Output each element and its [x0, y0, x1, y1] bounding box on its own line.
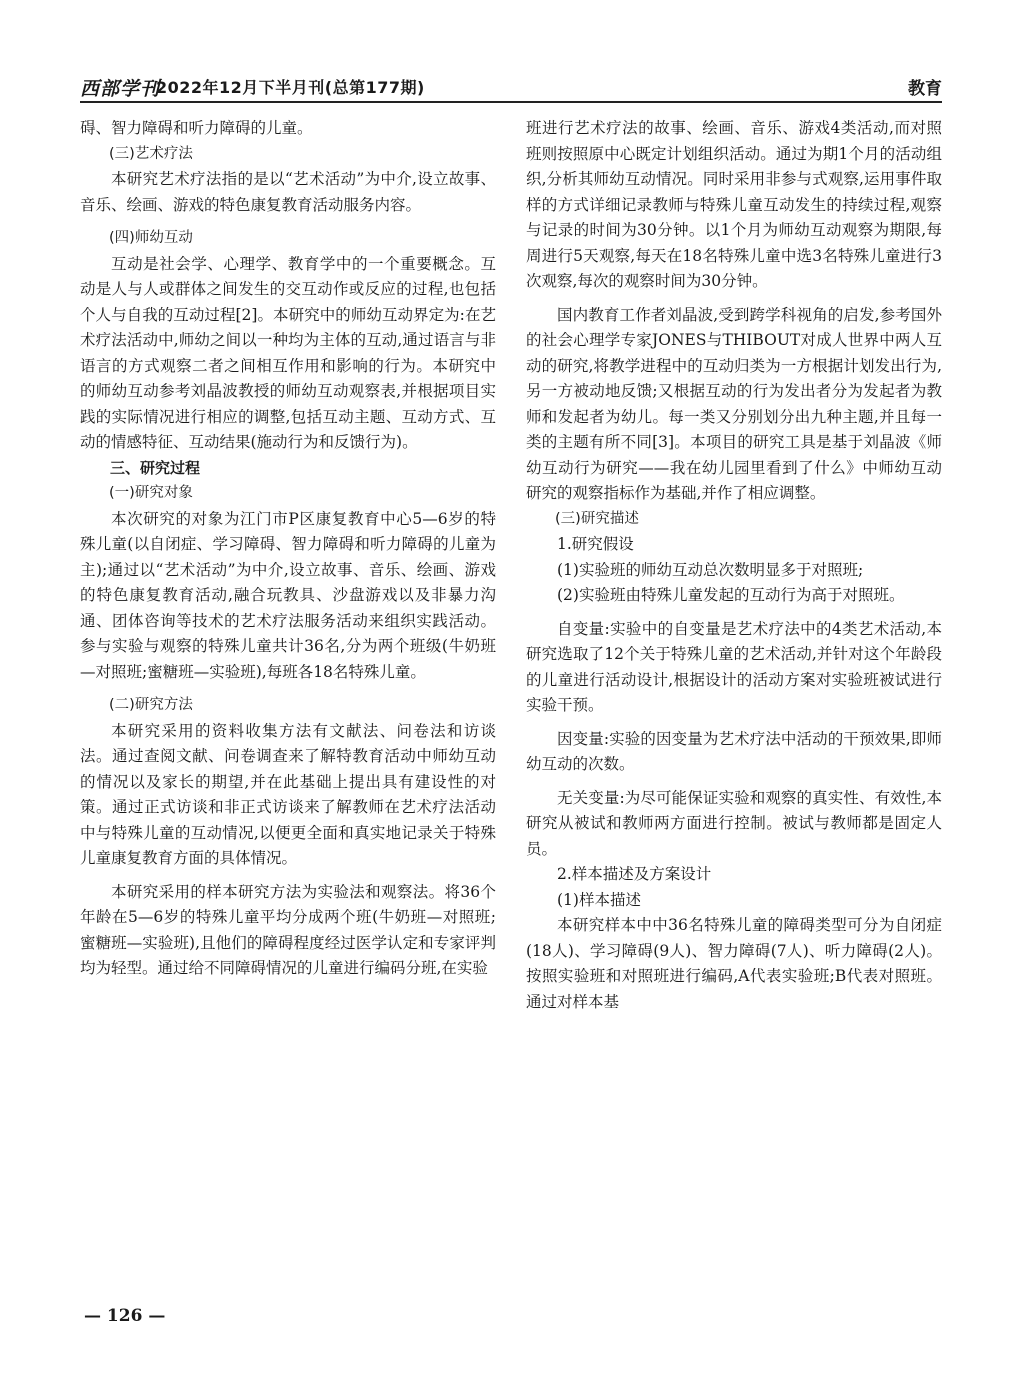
- subsection-heading: (三)研究描述: [555, 510, 639, 527]
- paragraph: 本研究采用的样本研究方法为实验法和观察法。将36个年龄在5—6岁的特殊儿童平均分成两个班(牛奶班—对照班;蜜糖班—实验班),且他们的障碍程度经过医学认定和专家评判均为轻型。通过给不同障碍情况的儿童进行编码分班,在实验: [80, 882, 496, 977]
- subsection-heading: (四)师幼互动: [109, 230, 193, 246]
- issue-info: 2022年12月下半月刊(总第177期): [156, 78, 425, 97]
- paragraph: 国内教育工作者刘晶波,受到跨学科视角的启发,参考国外的社会心理学专家JONES与THIBOUT对成人世界中两人互动的研究,将教学进程中的互动归类为一方根据计划发出行为,另一方被动地反馈;又根据互动的行为发出者分为发起者为教师和发起者为幼儿。每一类又分别划分出九种主题,并且每一类的主题有所不同[3]。本项目的研究工具是基于刘晶波《师幼互动行为研究——我在幼儿园里看到了什么》中师幼互动研究的观察指标作为基础,并作了相应调整。: [526, 305, 942, 502]
- paragraph: 碍、智力障碍和听力障碍的儿童。: [80, 119, 313, 137]
- paragraph: 本研究采用的资料收集方法有文献法、问卷法和访谈法。通过查阅文献、问卷调查来了解特教育活动中师幼互动的情况以及家长的期望,并在此基础上提出具有建设性的对策。通过正式访谈和非正式访谈来了解教师在艺术疗法活动中与特殊儿童的互动情况,以便更全面和真实地记录关于特殊儿童康复教育方面的具体情况。: [80, 721, 496, 867]
- header-rule: [80, 101, 942, 103]
- paragraph: 本次研究的对象为江门市P区康复教育中心5—6岁的特殊儿童(以自闭症、学习障碍、智力障碍和听力障碍的儿童为主);通过以“艺术活动”为中介,设立故事、音乐、绘画、游戏的特色康复教育活动,融合玩教具、沙盘游戏以及非暴力沟通、团体咨询等技术的艺术疗法服务活动来组织实践活动。参与实验与观察的特殊儿童共计36名,分为两个班级(牛奶班—对照班;蜜糖班—实验班),每班各18名特殊儿童。: [80, 509, 496, 681]
- section-name: 教育: [908, 79, 942, 99]
- left-column: [80, 116, 496, 982]
- paragraph: 本研究样本中中36名特殊儿童的障碍类型可分为自闭症(18人)、学习障碍(9人)、智力障碍(7人)、听力障碍(2人)。按照实验班和对照班进行编码,A代表实验班;B代表对照班。通过对样本基: [526, 916, 942, 1011]
- paragraph: 自变量:实验中的自变量是艺术疗法中的4类艺术活动,本研究选取了12个关于特殊儿童的艺术活动,并针对这个年龄段的儿童进行活动设计,根据设计的活动方案对实验班被试进行实验干预。: [526, 619, 942, 714]
- subsection-heading: (三)艺术疗法: [109, 145, 193, 162]
- paragraph: 班进行艺术疗法的故事、绘画、音乐、游戏4类活动,而对照班则按照原中心既定计划组织活动。通过为期1个月的活动组织,分析其师幼互动情况。同时采用非参与式观察,运用事件取样的方式详细记录教师与特殊儿童互动发生的持续过程,观察与记录的时间为30分钟。以1个月为师幼互动观察为期限,每周进行5天观察,每天在18名特殊儿童中选3名特殊儿童进行3次观察,每次的观察时间为30分钟。: [526, 119, 942, 290]
- section-heading: 三、研究过程: [110, 458, 201, 477]
- paragraph: 互动是社会学、心理学、教育学中的一个重要概念。互动是人与人或群体之间发生的交互动作或反应的过程,也包括个人与自我的互动过程[2]。本研究中的师幼互动界定为:在艺术疗法活动中,师幼之间以一种均为主体的互动,通过语言与非语言的方式观察二者之间相互作用和影响的行为。本研究中的师幼互动参考刘晶波教授的师幼互动观察表,并根据项目实践的实际情况进行相应的调整,包括互动主题、互动方式、互动的情感特征、互动结果(施动行为和反馈行为)。: [80, 254, 496, 451]
- subsection-heading: (二)研究方法: [109, 697, 193, 713]
- page-number: — 126 —: [84, 1306, 166, 1326]
- sub-subsection-heading: (1)样本描述: [557, 890, 641, 909]
- page-header: [80, 70, 942, 104]
- sub-subsection-heading: 1.研究假设: [557, 535, 634, 553]
- right-column: [526, 116, 942, 1015]
- paragraph: 本研究艺术疗法指的是以“艺术活动”为中介,设立故事、音乐、绘画、游戏的特色康复教育活动服务内容。: [80, 170, 496, 214]
- list-item: (1)实验班的师幼互动总次数明显多于对照班;: [557, 560, 864, 579]
- paragraph: 无关变量:为尽可能保证实验和观察的真实性、有效性,本研究从被试和教师两方面进行控制。被试与教师都是固定人员。: [526, 788, 942, 858]
- sub-subsection-heading: 2.样本描述及方案设计: [557, 865, 712, 883]
- list-item: (2)实验班由特殊儿童发起的互动行为高于对照班。: [557, 586, 905, 604]
- subsection-heading: (一)研究对象: [109, 485, 193, 501]
- paragraph: 因变量:实验的因变量为艺术疗法中活动的干预效果,即师幼互动的次数。: [526, 729, 942, 773]
- journal-logo: 西部学刊: [80, 78, 161, 100]
